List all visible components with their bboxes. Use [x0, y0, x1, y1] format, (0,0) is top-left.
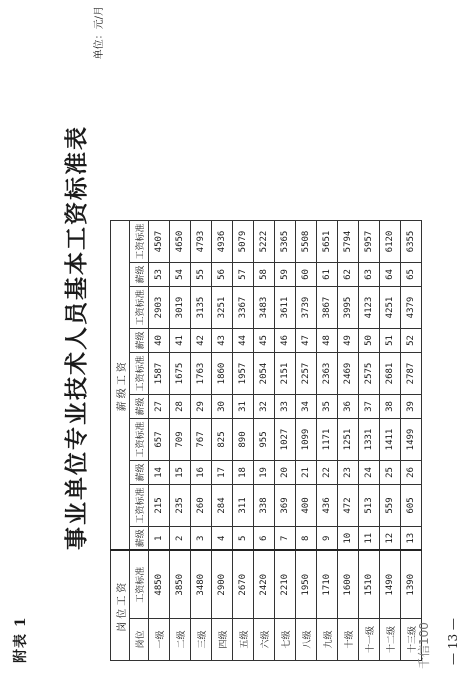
grade-cell: 45 [254, 329, 275, 353]
grade-cell: 60 [296, 263, 317, 287]
grade-wage-cell: 3739 [296, 287, 317, 329]
grade-wage-cell: 5508 [296, 221, 317, 263]
grade-wage-cell: 605 [401, 485, 422, 527]
grade-cell: 25 [380, 461, 401, 485]
post-name-cell: 三级 [191, 619, 212, 661]
grade-cell: 48 [317, 329, 338, 353]
grade-wage-cell: 767 [191, 419, 212, 461]
table-row [401, 221, 422, 661]
col-grade-wage: 工资标准 [130, 221, 149, 263]
grade-wage-cell: 3251 [212, 287, 233, 329]
grade-wage-cell: 4379 [401, 287, 422, 329]
grade-cell: 22 [317, 461, 338, 485]
grade-wage-cell: 890 [233, 419, 254, 461]
grade-cell: 28 [170, 395, 191, 419]
grade-cell: 36 [338, 395, 359, 419]
wage-table [110, 220, 422, 661]
grade-cell: 44 [233, 329, 254, 353]
grade-wage-cell: 4507 [149, 221, 170, 263]
grade-wage-cell: 559 [380, 485, 401, 527]
grade-cell: 3 [191, 527, 212, 551]
grade-wage-cell: 5222 [254, 221, 275, 263]
grade-wage-cell: 369 [275, 485, 296, 527]
grade-cell: 53 [149, 263, 170, 287]
grade-cell: 37 [359, 395, 380, 419]
grade-cell: 32 [254, 395, 275, 419]
grade-cell: 61 [317, 263, 338, 287]
col-grade: 薪级 [130, 395, 149, 419]
grade-wage-cell: 6355 [401, 221, 422, 263]
post-wage-cell: 2900 [212, 551, 233, 619]
post-name-cell: 七级 [275, 619, 296, 661]
grade-cell: 21 [296, 461, 317, 485]
table-row [170, 221, 191, 661]
post-wage-cell: 4850 [149, 551, 170, 619]
grade-cell: 50 [359, 329, 380, 353]
post-wage-cell: 1490 [380, 551, 401, 619]
grade-cell: 57 [233, 263, 254, 287]
grade-cell: 17 [212, 461, 233, 485]
grade-wage-cell: 4650 [170, 221, 191, 263]
grade-wage-header: 薪级工资 [111, 221, 130, 551]
grade-cell: 24 [359, 461, 380, 485]
post-wage-cell: 2420 [254, 551, 275, 619]
grade-cell: 55 [191, 263, 212, 287]
table-row [275, 221, 296, 661]
post-name-cell: 四级 [212, 619, 233, 661]
col-grade: 薪级 [130, 461, 149, 485]
page-title: 事业单位专业技术人员基本工资标准表 [63, 125, 90, 550]
grade-cell: 49 [338, 329, 359, 353]
grade-cell: 30 [212, 395, 233, 419]
post-name-cell: 九级 [317, 619, 338, 661]
watermark: 千信100 [417, 622, 431, 669]
grade-wage-cell: 436 [317, 485, 338, 527]
grade-cell: 59 [275, 263, 296, 287]
grade-cell: 15 [170, 461, 191, 485]
grade-cell: 12 [380, 527, 401, 551]
grade-cell: 1 [149, 527, 170, 551]
grade-wage-cell: 6120 [380, 221, 401, 263]
post-name-cell: 十二级 [380, 619, 401, 661]
grade-cell: 54 [170, 263, 191, 287]
grade-cell: 41 [170, 329, 191, 353]
col-post-wage: 工资标准 [130, 551, 149, 619]
grade-cell: 7 [275, 527, 296, 551]
grade-cell: 63 [359, 263, 380, 287]
col-grade: 薪级 [130, 329, 149, 353]
grade-cell: 40 [149, 329, 170, 353]
col-grade-wage: 工资标准 [130, 485, 149, 527]
table-row [359, 221, 380, 661]
grade-wage-cell: 2469 [338, 353, 359, 395]
grade-wage-cell: 513 [359, 485, 380, 527]
grade-wage-cell: 284 [212, 485, 233, 527]
grade-cell: 9 [317, 527, 338, 551]
col-grade-wage: 工资标准 [130, 419, 149, 461]
grade-wage-cell: 311 [233, 485, 254, 527]
post-name-cell: 十级 [338, 619, 359, 661]
grade-wage-cell: 1499 [401, 419, 422, 461]
post-name-cell: 六级 [254, 619, 275, 661]
grade-cell: 51 [380, 329, 401, 353]
grade-wage-cell: 1860 [212, 353, 233, 395]
grade-wage-cell: 472 [338, 485, 359, 527]
post-wage-cell: 3850 [170, 551, 191, 619]
post-name-cell: 一级 [149, 619, 170, 661]
col-grade: 薪级 [130, 527, 149, 551]
page-number: — 13 — [446, 618, 460, 665]
grade-wage-cell: 1675 [170, 353, 191, 395]
grade-cell: 19 [254, 461, 275, 485]
post-wage-cell: 1950 [296, 551, 317, 619]
grade-cell: 4 [212, 527, 233, 551]
grade-wage-cell: 955 [254, 419, 275, 461]
grade-wage-cell: 1587 [149, 353, 170, 395]
grade-wage-cell: 1763 [191, 353, 212, 395]
grade-cell: 27 [149, 395, 170, 419]
grade-wage-cell: 260 [191, 485, 212, 527]
grade-cell: 14 [149, 461, 170, 485]
post-name-cell: 五级 [233, 619, 254, 661]
grade-wage-cell: 1411 [380, 419, 401, 461]
grade-cell: 39 [401, 395, 422, 419]
grade-wage-cell: 5794 [338, 221, 359, 263]
grade-cell: 23 [338, 461, 359, 485]
wage-table-body [149, 221, 422, 661]
grade-wage-cell: 400 [296, 485, 317, 527]
grade-cell: 42 [191, 329, 212, 353]
grade-wage-cell: 2903 [149, 287, 170, 329]
post-wage-cell: 1510 [359, 551, 380, 619]
attachment-label: 附表 1 [13, 616, 29, 663]
grade-wage-cell: 215 [149, 485, 170, 527]
grade-cell: 56 [212, 263, 233, 287]
grade-cell: 43 [212, 329, 233, 353]
col-grade: 薪级 [130, 263, 149, 287]
grade-wage-cell: 1099 [296, 419, 317, 461]
grade-wage-cell: 3611 [275, 287, 296, 329]
post-wage-cell: 3480 [191, 551, 212, 619]
grade-wage-cell: 1251 [338, 419, 359, 461]
grade-wage-cell: 2151 [275, 353, 296, 395]
grade-cell: 38 [380, 395, 401, 419]
grade-wage-cell: 5079 [233, 221, 254, 263]
grade-wage-cell: 657 [149, 419, 170, 461]
grade-wage-cell: 3135 [191, 287, 212, 329]
grade-cell: 58 [254, 263, 275, 287]
post-name-cell: 二级 [170, 619, 191, 661]
grade-cell: 26 [401, 461, 422, 485]
col-grade-wage: 工资标准 [130, 353, 149, 395]
grade-wage-cell: 3483 [254, 287, 275, 329]
post-wage-cell: 1710 [317, 551, 338, 619]
grade-cell: 33 [275, 395, 296, 419]
grade-cell: 2 [170, 527, 191, 551]
grade-cell: 18 [233, 461, 254, 485]
grade-wage-cell: 5957 [359, 221, 380, 263]
wage-table-container [110, 220, 422, 661]
grade-wage-cell: 4251 [380, 287, 401, 329]
table-row [254, 221, 275, 661]
grade-wage-cell: 2787 [401, 353, 422, 395]
grade-wage-cell: 1027 [275, 419, 296, 461]
table-row [380, 221, 401, 661]
grade-wage-cell: 3019 [170, 287, 191, 329]
grade-wage-cell: 5651 [317, 221, 338, 263]
table-row [149, 221, 170, 661]
grade-wage-cell: 2257 [296, 353, 317, 395]
post-wage-cell: 1600 [338, 551, 359, 619]
grade-cell: 46 [275, 329, 296, 353]
grade-cell: 34 [296, 395, 317, 419]
post-wage-cell: 1390 [401, 551, 422, 619]
grade-wage-cell: 2363 [317, 353, 338, 395]
grade-wage-cell: 338 [254, 485, 275, 527]
grade-cell: 29 [191, 395, 212, 419]
post-name-cell: 十三级 [401, 619, 422, 661]
unit-note: 单位：元/月 [94, 6, 105, 60]
grade-wage-cell: 4793 [191, 221, 212, 263]
grade-wage-cell: 3995 [338, 287, 359, 329]
grade-cell: 11 [359, 527, 380, 551]
grade-cell: 13 [401, 527, 422, 551]
grade-cell: 64 [380, 263, 401, 287]
grade-cell: 8 [296, 527, 317, 551]
col-grade-wage: 工资标准 [130, 287, 149, 329]
grade-wage-cell: 4936 [212, 221, 233, 263]
grade-wage-cell: 2054 [254, 353, 275, 395]
table-row [338, 221, 359, 661]
grade-cell: 62 [338, 263, 359, 287]
grade-wage-cell: 4123 [359, 287, 380, 329]
grade-cell: 10 [338, 527, 359, 551]
grade-cell: 31 [233, 395, 254, 419]
grade-wage-cell: 825 [212, 419, 233, 461]
grade-cell: 52 [401, 329, 422, 353]
post-wage-cell: 2210 [275, 551, 296, 619]
post-name-cell: 十一级 [359, 619, 380, 661]
grade-wage-cell: 1331 [359, 419, 380, 461]
grade-wage-cell: 709 [170, 419, 191, 461]
post-wage-cell: 2670 [233, 551, 254, 619]
table-row [212, 221, 233, 661]
grade-wage-cell: 235 [170, 485, 191, 527]
grade-cell: 6 [254, 527, 275, 551]
grade-wage-cell: 5365 [275, 221, 296, 263]
grade-wage-cell: 3867 [317, 287, 338, 329]
grade-wage-cell: 3367 [233, 287, 254, 329]
grade-cell: 20 [275, 461, 296, 485]
position-wage-header: 岗位工资 [111, 551, 130, 661]
table-row [296, 221, 317, 661]
grade-wage-cell: 2575 [359, 353, 380, 395]
post-name-cell: 八级 [296, 619, 317, 661]
table-row [191, 221, 212, 661]
grade-cell: 5 [233, 527, 254, 551]
col-post: 岗位 [130, 619, 149, 661]
grade-cell: 47 [296, 329, 317, 353]
grade-cell: 65 [401, 263, 422, 287]
table-row [233, 221, 254, 661]
grade-cell: 35 [317, 395, 338, 419]
grade-cell: 16 [191, 461, 212, 485]
grade-wage-cell: 1171 [317, 419, 338, 461]
grade-wage-cell: 2681 [380, 353, 401, 395]
grade-wage-cell: 1957 [233, 353, 254, 395]
table-row [317, 221, 338, 661]
